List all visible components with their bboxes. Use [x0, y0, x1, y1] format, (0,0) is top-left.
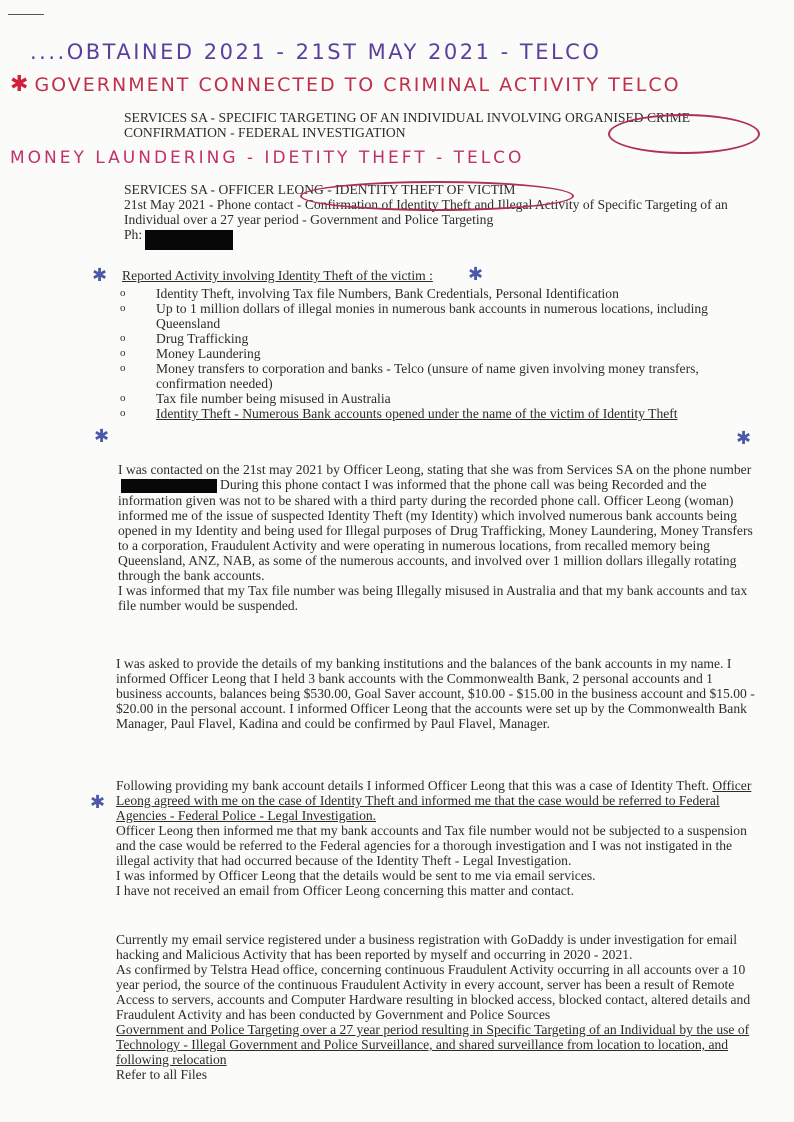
handwritten-note-money-laundering: MONEY LAUNDERING - IDETITY THEFT - TELCO [10, 148, 525, 168]
list-item-text: Drug Trafficking [156, 331, 249, 346]
paragraph-identity-theft [116, 778, 756, 898]
heading-services-sa-targeting: SERVICES SA - SPECIFIC TARGETING OF AN INDIVIDUAL INVOLVING ORGANISED CRIME CONFIRMATION - FEDERAL INVESTIGATION [124, 110, 691, 140]
paragraph-contact-details: During this phone contact I was informed that the phone call was being Recorded and the information given was not to be shared with a third party during the recorded phone call. Officer Leong (woman) informed me of the issue of suspected Identity Theft (my Identity) which involved numerous bank accounts being opened in my Identity and being used for Illegal purposes of Drug Trafficking, Money Laundering, Money Transfers to a corporation, Fraudulent Activity and were operating in numerous locations, from recalled memory being Queensland, ANZ, NAB, as some of the numerous accounts, and involved over 1 million dollars illegally rotating through the bank accounts. [118, 477, 753, 583]
heading-phone-contact: 21st May 2021 - Phone contact - Confirmation of Identity Theft and Illegal Activity of Specific Targeting of an Individual over a 27 year period - Government and Police Targeting [124, 197, 728, 227]
paragraph-government-targeting: Government and Police Targeting over a 27 year period resulting in Specific Targeting of an Individual by the use of Technology - Illegal Government and Police Surveillance, and shared surveillance from location to location, and following relocation [116, 1022, 750, 1067]
phone-label: Ph: [124, 227, 143, 242]
paragraph-contact-body [118, 462, 758, 583]
handwritten-circle-organised-crime [608, 114, 760, 154]
list-item [120, 406, 760, 421]
list-item [120, 346, 760, 361]
star-icon: ✱ [736, 428, 752, 449]
star-icon: ✱ [90, 792, 106, 813]
list-item-text: Money transfers to corporation and banks - Telco (unsure of name given involving money transfers, confirmation needed) [156, 361, 699, 391]
bullet-icon: o [120, 362, 126, 374]
bullet-icon: o [120, 287, 126, 299]
heading-officer-leong-title: SERVICES SA - OFFICER LEONG - IDENTITY THEFT OF VICTIM [124, 182, 516, 197]
bullet-icon: o [120, 407, 126, 419]
list-item [120, 301, 760, 331]
bullet-icon: o [120, 302, 126, 314]
list-item [120, 331, 760, 346]
handwritten-circle-identity-theft [300, 181, 574, 211]
list-item-text: Tax file number being misused in Australia [156, 391, 391, 406]
paragraph-identity-theft-body [116, 778, 756, 823]
reported-activity-section [122, 268, 762, 283]
redacted-phone-number [145, 230, 233, 250]
scan-line [8, 14, 44, 15]
list-item-text: Identity Theft - Numerous Bank accounts opened under the name of the victim of Identity Theft [156, 406, 678, 421]
bullet-icon: o [120, 392, 126, 404]
list-item-text: Identity Theft, involving Tax file Numbers, Bank Credentials, Personal Identification [156, 286, 619, 301]
handwritten-note-government-text: GOVERNMENT CONNECTED TO CRIMINAL ACTIVITY TELCO [34, 74, 681, 96]
star-icon: ✱ [92, 265, 108, 286]
paragraph-refer-files: Refer to all Files [116, 1067, 207, 1082]
star-icon: ✱ [10, 72, 31, 97]
paragraph-identity-theft-intro: Following providing my bank account details I informed Officer Leong that this was a case of Identity Theft. [116, 778, 709, 793]
paragraph-godaddy [116, 932, 756, 1082]
reported-activity-title: Reported Activity involving Identity Theft of the victim : [122, 268, 433, 283]
paragraph-telstra: As confirmed by Telstra Head office, concerning continuous Fraudulent Activity occurring in all accounts over a 10 year period, the source of the continuous Fraudulent Activity in every account, server has been a result of Remote Access to servers, accounts and Computer Hardware resulting in blocked access, blocked contact, altered details and Fraudulent Activity and has been conducted by Government and Police Sources [116, 962, 751, 1022]
list-item-text: Up to 1 million dollars of illegal monies in numerous bank accounts in numerous locations, including Queensland [156, 301, 708, 331]
list-item [120, 361, 760, 391]
paragraph-contact-intro: I was contacted on the 21st may 2021 by Officer Leong, stating that she was from Services SA on the phone number [118, 462, 752, 477]
bullet-icon: o [120, 332, 126, 344]
paragraph-contact [118, 462, 758, 613]
paragraph-email-details: I was informed by Officer Leong that the details would be sent to me via email services. [116, 868, 596, 883]
paragraph-tax-file: I was informed that my Tax file number was being Illegally misused in Australia and that my bank accounts and tax file number would be suspended. [118, 582, 748, 613]
paragraph-banking: I was asked to provide the details of my banking institutions and the balances of the bank accounts in my name. I informed Officer Leong that I held 3 bank accounts with the Commonwealth Bank, 2 personal accounts and 1 business accounts, balances being $530.00, Goal Saver account, $10.00 - $15.00 in the business account and $15.00 - $20.00 in the personal account. I informed Officer Leong that the accounts were set up by the Commonwealth Bank Manager, Paul Flavel, Kadina and could be confirmed by Paul Flavel, Manager. [116, 656, 755, 731]
star-icon: ✱ [94, 426, 110, 447]
list-item-text: Money Laundering [156, 346, 261, 361]
reported-activity-list [120, 286, 760, 421]
paragraph-identity-theft-referral: Officer Leong agreed with me on the case of Identity Theft and informed me that the case would be referred to Federal Agencies - Federal Police - Legal Investigation. [116, 778, 752, 823]
handwritten-note-government [10, 72, 681, 97]
paragraph-suspension: Officer Leong then informed me that my bank accounts and Tax file number would not be subjected to a suspension and the case would be referred to the Federal agencies for a thorough investigation and I was not instigated in the illegal activity that had occurred because of the Identity Theft - Legal Investigation. [116, 823, 747, 868]
handwritten-note-obtained: ....OBTAINED 2021 - 21ST MAY 2021 - TELCO [30, 40, 602, 64]
bullet-icon: o [120, 347, 126, 359]
paragraph-godaddy-text: Currently my email service registered under a business registration with GoDaddy is under investigation for email hacking and Malicious Activity that has been reported by myself and occurring in 2020 - 2021. [116, 932, 737, 962]
redacted-phone-number [121, 479, 217, 493]
list-item [120, 286, 760, 301]
paragraph-no-email: I have not received an email from Officer Leong concerning this matter and contact. [116, 883, 574, 898]
list-item [120, 391, 760, 406]
star-icon: ✱ [468, 264, 484, 285]
